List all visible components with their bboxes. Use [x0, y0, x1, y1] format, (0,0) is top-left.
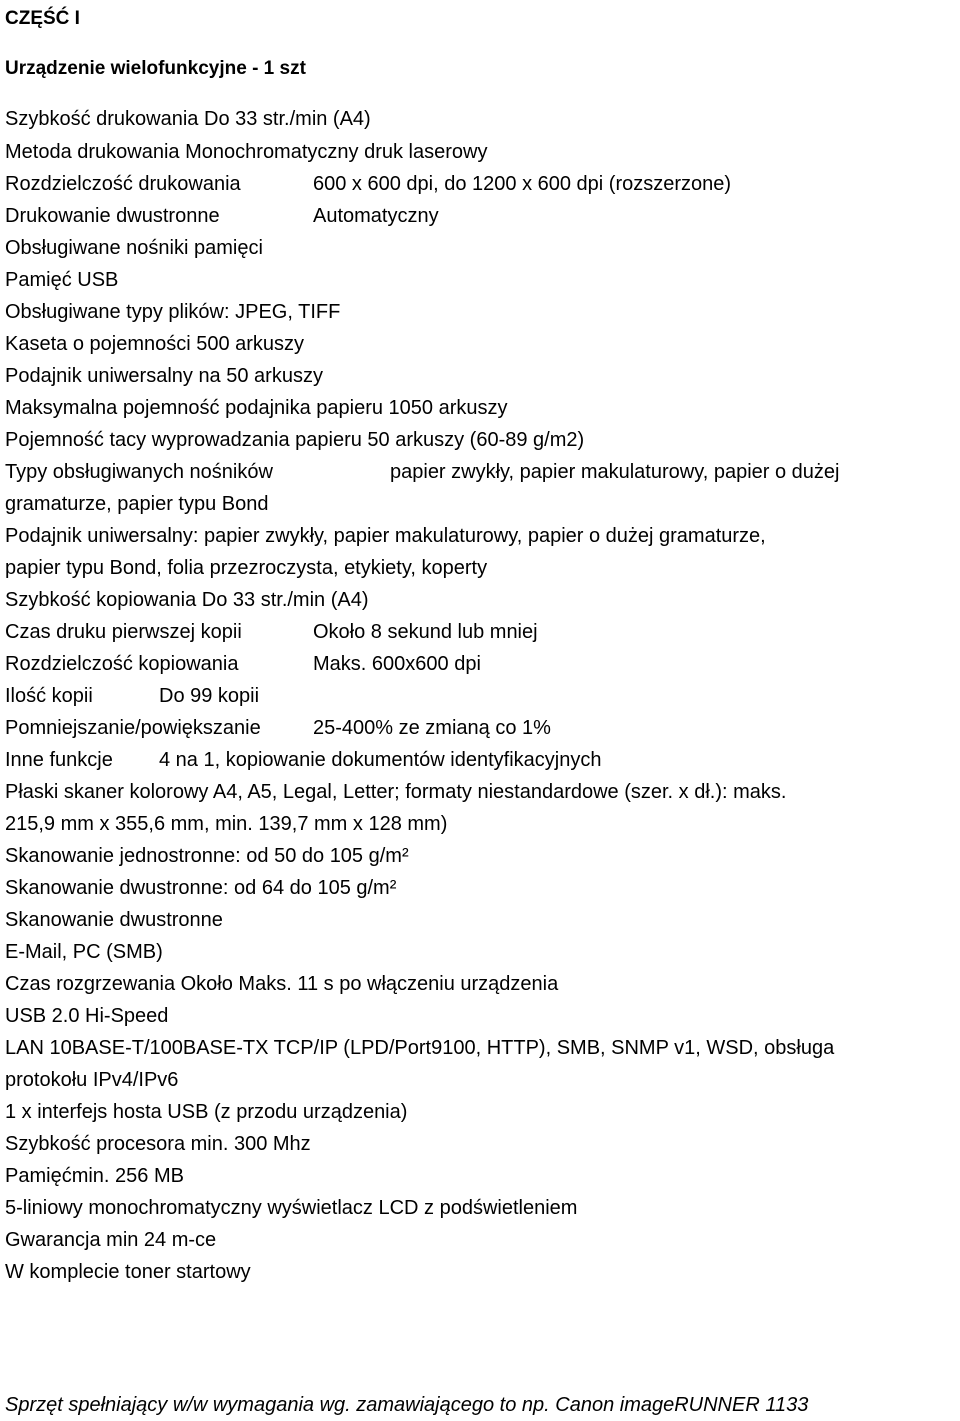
spec-lan: LAN 10BASE-T/100BASE-TX TCP/IP (LPD/Port9100, HTTP), SMB, SNMP v1, WSD, obsługa	[5, 1037, 835, 1059]
spec-print-resolution	[5, 171, 731, 197]
spec-scan-duplex: Skanowanie dwustronne	[5, 909, 223, 931]
spec-label: Drukowanie dwustronne	[5, 205, 220, 227]
spec-label: Metoda drukowania	[5, 141, 180, 163]
spec-output-tray: Pojemność tacy wyprowadzania papieru 50 arkuszy (60-89 g/m2)	[5, 429, 585, 451]
spec-display: 5-liniowy monochromatyczny wyświetlacz LCD z podświetleniem	[5, 1197, 578, 1219]
spec-value: Do 33 str./min (A4)	[201, 589, 369, 611]
spec-copy-speed	[5, 587, 369, 613]
spec-media-types-cont: gramaturze, papier typu Bond	[5, 493, 269, 515]
spec-media-types	[5, 459, 839, 485]
spec-mp-media-cont: papier typu Bond, folia przezroczysta, etykiety, koperty	[5, 557, 488, 579]
spec-label: Rozdzielczość drukowania	[5, 173, 241, 195]
spec-memory: Pamięćmin. 256 MB	[5, 1165, 184, 1187]
spec-scan-destinations: E-Mail, PC (SMB)	[5, 941, 163, 963]
document-page	[5, 0, 957, 1421]
spec-file-types: Obsługiwane typy plików: JPEG, TIFF	[5, 301, 341, 323]
spec-usb: USB 2.0 Hi-Speed	[5, 1005, 169, 1027]
spec-value: Do 99 kopii	[159, 685, 260, 707]
spec-label: Ilość kopii	[5, 685, 93, 707]
spec-value: 25-400% ze zmianą co 1%	[313, 717, 551, 739]
spec-toner: W komplecie toner startowy	[5, 1261, 251, 1283]
spec-max-input: Maksymalna pojemność podajnika papieru 1050 arkuszy	[5, 397, 508, 419]
spec-label: Typy obsługiwanych nośników	[5, 461, 273, 483]
spec-label: Pomniejszanie/powiększanie	[5, 717, 261, 739]
spec-scan-duplex-weight: Skanowanie dwustronne: od 64 do 105 g/m²	[5, 877, 397, 899]
spec-usb-host: 1 x interfejs hosta USB (z przodu urządzenia)	[5, 1101, 408, 1123]
device-heading: Urządzenie wielofunkcyjne - 1 szt	[5, 58, 306, 79]
spec-value: papier zwykły, papier makulaturowy, papier o dużej	[390, 461, 840, 483]
spec-value: Maks. 600x600 dpi	[313, 653, 481, 675]
spec-value: Około 8 sekund lub mniej	[313, 621, 538, 643]
spec-scan-simplex: Skanowanie jednostronne: od 50 do 105 g/m²	[5, 845, 409, 867]
spec-label: Szybkość drukowania	[5, 108, 199, 130]
spec-value: 600 x 600 dpi, do 1200 x 600 dpi (rozszerzone)	[313, 173, 732, 195]
spec-first-copy	[5, 619, 538, 645]
spec-value: 4 na 1, kopiowanie dokumentów identyfikacyjnych	[159, 749, 602, 771]
spec-print-method	[5, 139, 487, 165]
spec-warranty: Gwarancja min 24 m-ce	[5, 1229, 217, 1251]
spec-print-speed	[5, 106, 371, 132]
part-heading: CZĘŚĆ I	[5, 8, 80, 29]
spec-scanner: Płaski skaner kolorowy A4, A5, Legal, Letter; formaty niestandardowe (szer. x dł.): maks.	[5, 781, 787, 803]
spec-copy-count	[5, 683, 259, 709]
spec-cassette: Kaseta o pojemności 500 arkuszy	[5, 333, 305, 355]
spec-scanner-cont: 215,9 mm x 355,6 mm, min. 139,7 mm x 128 mm)	[5, 813, 448, 835]
spec-copy-resolution	[5, 651, 481, 677]
spec-value: Monochromatyczny druk laserowy	[185, 141, 488, 163]
spec-media-supported: Obsługiwane nośniki pamięci	[5, 237, 263, 259]
spec-mp-media: Podajnik uniwersalny: papier zwykły, papier makulaturowy, papier o dużej gramaturze,	[5, 525, 766, 547]
spec-warmup: Czas rozgrzewania Około Maks. 11 s po włączeniu urządzenia	[5, 973, 559, 995]
spec-value: Do 33 str./min (A4)	[204, 108, 371, 130]
spec-cpu: Szybkość procesora min. 300 Mhz	[5, 1133, 311, 1155]
spec-label: Czas druku pierwszej kopii	[5, 621, 242, 643]
spec-mp-tray: Podajnik uniwersalny na 50 arkuszy	[5, 365, 323, 387]
spec-label: Szybkość kopiowania	[5, 589, 197, 611]
spec-other-functions	[5, 747, 601, 773]
spec-label: Rozdzielczość kopiowania	[5, 653, 239, 675]
spec-zoom	[5, 715, 551, 741]
spec-value: Automatyczny	[313, 205, 439, 227]
spec-lan-cont: protokołu IPv4/IPv6	[5, 1069, 179, 1091]
spec-usb-memory: Pamięć USB	[5, 269, 119, 291]
footer-note: Sprzęt spełniający w/w wymagania wg. zamawiającego to np. Canon imageRUNNER 1133	[5, 1394, 809, 1416]
spec-label: Inne funkcje	[5, 749, 113, 771]
spec-duplex	[5, 203, 439, 229]
